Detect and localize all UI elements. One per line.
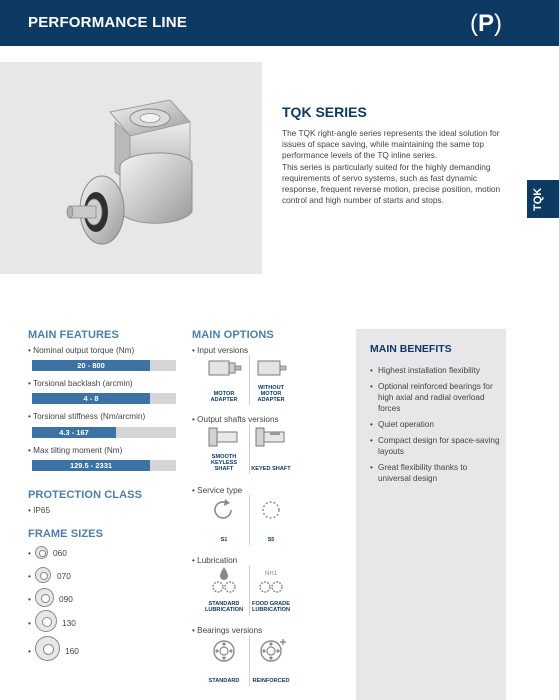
motor-adapter-icon <box>203 355 245 383</box>
protection-class-title: PROTECTION CLASS <box>28 489 143 501</box>
option-food-grade-lubrication <box>249 565 291 615</box>
frame-bullet: • <box>28 618 31 628</box>
benefits-list <box>370 365 500 489</box>
feature-value: 4.3 - 167 <box>59 428 89 437</box>
side-tab-label: TQK <box>532 187 544 211</box>
option-keyed-shaft <box>249 424 291 474</box>
feature-bar <box>32 360 176 371</box>
frame-size: 070 <box>57 571 71 581</box>
frame-icon <box>35 610 57 632</box>
feature-bar <box>32 393 176 404</box>
frame-size: 060 <box>53 548 67 558</box>
option-caption: FOOD GRADE LUBRICATION <box>251 601 291 613</box>
option-without-motor-adapter <box>249 355 291 405</box>
frame-bullet: • <box>28 548 31 558</box>
option-caption: MOTOR ADAPTER <box>210 391 238 403</box>
option-label: • Lubrication <box>192 556 237 565</box>
frame-size: 160 <box>65 646 79 656</box>
option-standard-bearings <box>203 636 245 686</box>
nh1-badge: NH1 <box>264 571 278 577</box>
feature-bar <box>32 460 176 471</box>
option-caption: STANDARD LUBRICATION <box>204 601 244 613</box>
series-description <box>282 128 514 206</box>
header-title: PERFORMANCE LINE <box>28 14 188 31</box>
option-reinforced-bearings <box>249 636 291 686</box>
intermittent-cycle-icon <box>250 495 292 525</box>
frame-sizes-title: FRAME SIZES <box>28 528 104 540</box>
benefit-item: • Optional reinforced bearings for high axial and radial overload forces <box>370 381 500 414</box>
food-grade-gears-icon <box>250 565 292 597</box>
frame-size: 090 <box>59 594 73 604</box>
frame-icon <box>35 567 51 583</box>
feature-value: 20 - 800 <box>77 361 105 370</box>
feature-value: 4 - 8 <box>83 394 99 403</box>
gearbox-image <box>60 92 210 252</box>
feature-label: • Torsional stiffness (Nm/arcmin) <box>28 412 145 421</box>
feature-label: • Torsional backlash (arcmin) <box>28 379 133 388</box>
option-caption: WITHOUT MOTOR ADAPTER <box>257 385 285 403</box>
product-image-panel <box>0 62 262 274</box>
frame-icon <box>35 588 54 607</box>
option-service-s1 <box>203 495 245 545</box>
feature-value: 129.5 - 2331 <box>69 461 113 470</box>
option-service-s5 <box>249 495 291 545</box>
oil-gears-icon <box>203 565 245 597</box>
series-paragraph-2: This series is particularly suited for the highly demanding requirements of servo systems, such as fast dynamic response, frequent reverse motion, precise position, motion control and high number of starts and stops. <box>282 161 501 206</box>
side-tab <box>527 180 559 218</box>
main-benefits-panel <box>356 329 506 700</box>
main-options-title: MAIN OPTIONS <box>192 329 274 341</box>
benefit-item: • Highest installation flexibility <box>370 365 500 376</box>
feature-bar <box>32 427 176 438</box>
option-caption: SMOOTH KEYLESS SHAFT <box>210 454 238 472</box>
option-label: • Bearings versions <box>192 626 262 635</box>
benefit-item: • Quiet operation <box>370 419 500 430</box>
bearing-icon <box>203 636 245 668</box>
smooth-shaft-icon <box>203 424 245 452</box>
feature-label: • Max tilting moment (Nm) <box>28 446 122 455</box>
option-smooth-shaft <box>203 424 245 474</box>
series-paragraph-1: The TQK right-angle series represents the ideal solution for issues of space saving, while maintaining the same top performance levels of the TQ inline series. <box>282 128 500 161</box>
series-title: TQK SERIES <box>282 104 367 120</box>
frame-icon <box>35 636 60 661</box>
option-motor-adapter <box>203 355 245 405</box>
feature-label: • Nominal output torque (Nm) <box>28 346 134 355</box>
frame-icon <box>35 546 48 559</box>
keyed-shaft-icon <box>250 424 292 452</box>
option-caption: KEYED SHAFT <box>251 466 291 472</box>
brand-logo-letter: P <box>477 10 494 37</box>
protection-class-value: • IP65 <box>28 506 50 515</box>
frame-bullet: • <box>28 594 31 604</box>
reinforced-bearing-icon <box>250 636 292 668</box>
no-adapter-icon <box>250 355 292 383</box>
option-caption: S1 <box>220 537 228 543</box>
option-caption: STANDARD <box>208 678 240 684</box>
page-header <box>0 0 559 46</box>
main-features-title: MAIN FEATURES <box>28 329 119 341</box>
option-label: • Output shafts versions <box>192 415 279 424</box>
frame-bullet: • <box>28 646 31 656</box>
benefit-item: • Compact design for space-saving layouts <box>370 435 500 457</box>
continuous-cycle-icon <box>203 495 245 525</box>
brand-logo: (P) <box>469 10 502 37</box>
option-caption: REINFORCED <box>252 678 290 684</box>
option-caption: S5 <box>267 537 275 543</box>
frame-bullet: • <box>28 571 31 581</box>
option-label: • Service type <box>192 486 242 495</box>
frame-size: 130 <box>62 618 76 628</box>
option-standard-lubrication <box>203 565 245 615</box>
main-benefits-title: MAIN BENEFITS <box>370 343 452 355</box>
benefit-item: • Great flexibility thanks to universal design <box>370 462 500 484</box>
option-label: • Input versions <box>192 346 248 355</box>
